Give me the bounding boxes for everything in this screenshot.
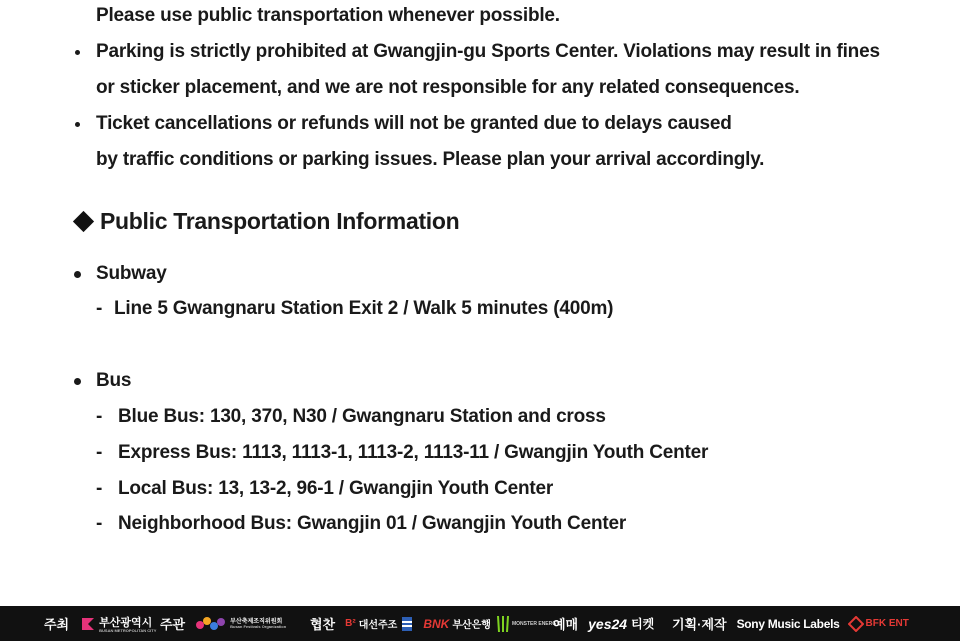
sponsor-monster: MONSTER ENERGY	[511, 620, 560, 627]
organizer-group	[160, 614, 286, 633]
notice-parking-line2: or sticker placement, and we are not responsible for any related consequences.	[96, 77, 800, 98]
section-heading	[73, 208, 459, 235]
organizer-name: 부산축제조직위원회	[230, 618, 283, 625]
sony-music-labels: Sony Music Labels	[736, 616, 840, 631]
monster-energy-claw-icon	[496, 615, 510, 633]
busan-city-logo-icon	[81, 616, 95, 632]
host-name: 부산광역시	[99, 616, 153, 629]
ticket-label: 예매	[553, 617, 579, 632]
notice-refund-line2: by traffic conditions or parking issues. Please plan your arrival accordingly.	[96, 149, 765, 170]
production-group	[672, 614, 909, 633]
subway-label: Subway	[96, 263, 167, 284]
bullet	[74, 378, 81, 385]
bfk-ent: BFK ENT	[865, 618, 909, 629]
sponsor-footer	[0, 606, 960, 641]
subway-item: - Line 5 Gwangnaru Station Exit 2 / Walk 5 minutes (400m)	[96, 298, 614, 319]
organizer-label: 주관	[160, 617, 186, 632]
bullet	[75, 50, 80, 55]
host-label: 주최	[44, 617, 70, 632]
notice-parking-line1: Parking is strictly prohibited at Gwangjin-gu Sports Center. Violations may result in fines	[96, 41, 880, 62]
organizer-sub: Busan Festivals Organization	[230, 623, 287, 629]
bullet	[74, 271, 81, 278]
bus-item-neighborhood: - Neighborhood Bus: Gwangjin 01 / Gwangjin Youth Center	[96, 513, 627, 534]
notice-refund-line1: Ticket cancellations or refunds will not be granted due to delays caused	[96, 113, 732, 134]
busan-festival-logo-icon	[195, 615, 227, 633]
sponsor-label: 협찬	[310, 617, 336, 632]
production-label: 기획·제작	[672, 617, 727, 632]
bullet	[75, 122, 80, 127]
host-sub: BUSAN METROPOLITAN CITY	[99, 627, 157, 633]
sponsor-busan-bank: 부산은행	[452, 620, 491, 631]
bus-item-express: - Express Bus: 1113, 1113-1, 1113-2, 1113-11 / Gwangjin Youth Center	[96, 442, 709, 463]
yes24-logo: yes24	[588, 615, 628, 632]
ticket-group	[553, 614, 654, 633]
bfk-logo-icon	[848, 616, 864, 632]
sponsor-group	[310, 614, 559, 633]
bnk-logo: BNK	[423, 616, 450, 631]
diamond-icon	[73, 211, 94, 232]
bus-label: Bus	[96, 370, 132, 391]
notice-line: Please use public transportation whenever possible.	[96, 5, 560, 26]
bus-item-local: - Local Bus: 13, 13-2, 96-1 / Gwangjin Youth Center	[96, 478, 554, 499]
sponsor-daesun: 대선주조	[358, 620, 398, 631]
section-title: Public Transportation Information	[100, 208, 460, 234]
host-group	[44, 614, 156, 633]
daesun-can-icon	[401, 616, 413, 632]
daesun-logo-icon: B²	[345, 618, 356, 629]
bus-item-blue: - Blue Bus: 130, 370, N30 / Gwangnaru Station and cross	[96, 406, 606, 427]
ticket-suffix: 티켓	[631, 617, 655, 631]
